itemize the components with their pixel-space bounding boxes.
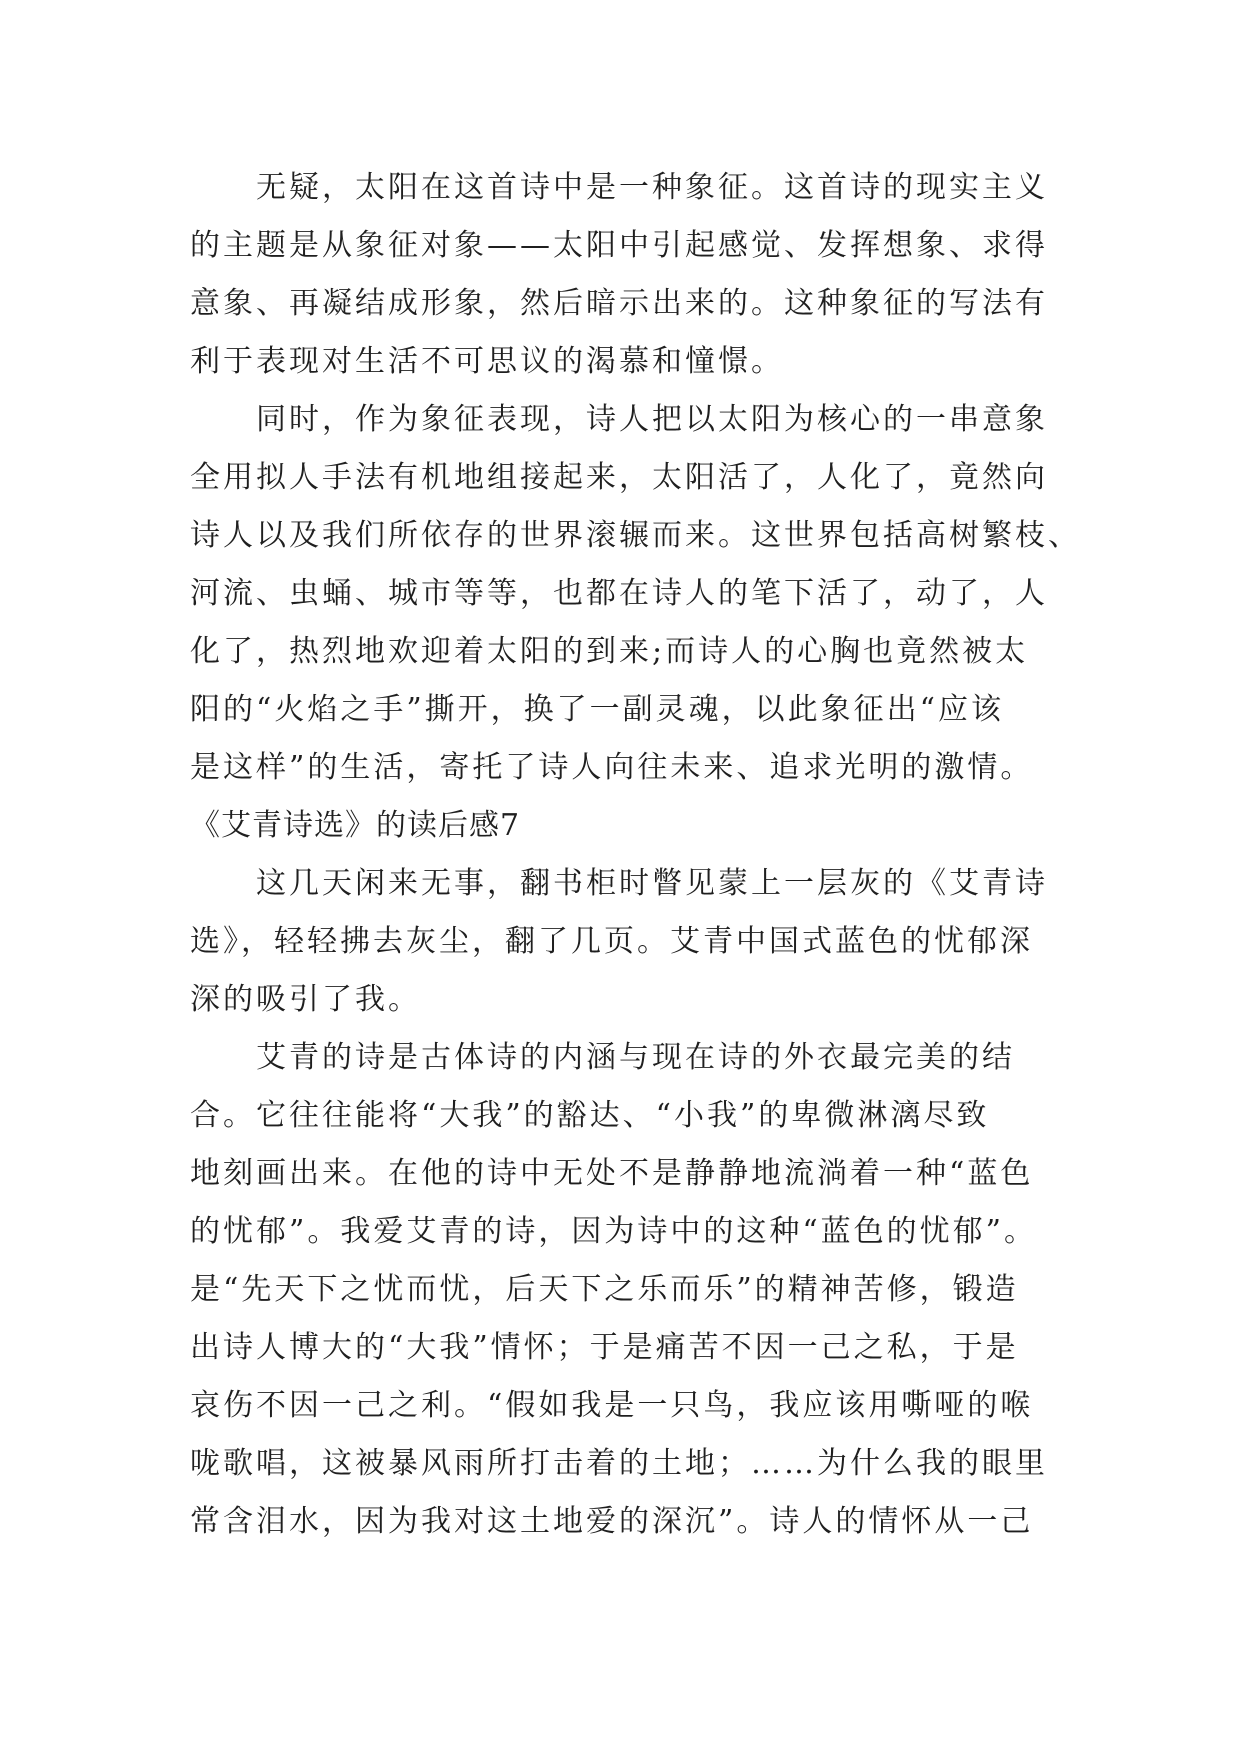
text-line: 意象、再凝结成形象，然后暗示出来的。这种象征的写法有 <box>190 286 1048 321</box>
text-line: 无疑，太阳在这首诗中是一种象征。这首诗的现实主义 <box>256 170 1048 205</box>
section-heading: 《艾青诗选》的读后感7 <box>190 808 521 843</box>
text-line: 选》，轻轻拂去灰尘，翻了几页。艾青中国式蓝色的忧郁深 <box>190 924 1033 959</box>
text-line: 合。它往往能将“大我”的豁达、“小我”的卑微淋漓尽致 <box>190 1098 990 1133</box>
text-line: 是这样”的生活，寄托了诗人向往未来、追求光明的激情。 <box>190 750 1034 785</box>
document-body <box>190 159 1081 1551</box>
text-line: 河流、虫蛹、城市等等，也都在诗人的笔下活了，动了，人 <box>190 576 1048 611</box>
text-line: 深的吸引了我。 <box>190 982 421 1017</box>
text-line: 这几天闲来无事，翻书柜时瞥见蒙上一层灰的《艾青诗 <box>256 866 1048 901</box>
text-line: 出诗人博大的“大我”情怀；于是痛苦不因一己之私，于是 <box>190 1330 1019 1365</box>
text-line: 的忧郁”。我爱艾青的诗，因为诗中的这种“蓝色的忧郁”。 <box>190 1214 1038 1249</box>
text-line: 诗人以及我们所依存的世界滚辗而来。这世界包括高树繁枝、 <box>190 518 1081 553</box>
text-line: 哀伤不因一己之利。“假如我是一只鸟，我应该用嘶哑的喉 <box>190 1388 1034 1423</box>
text-line: 是“先天下之忧而忧，后天下之乐而乐”的精神苦修，锻造 <box>190 1272 1019 1307</box>
text-line: 常含泪水，因为我对这土地爱的深沉”。诗人的情怀从一己 <box>190 1504 1034 1539</box>
text-line: 全用拟人手法有机地组接起来，太阳活了，人化了，竟然向 <box>190 460 1048 495</box>
text-line: 咙歌唱，这被暴风雨所打击着的土地；……为什么我的眼里 <box>190 1446 1048 1481</box>
text-line: 艾青的诗是古体诗的内涵与现在诗的外衣最完美的结 <box>256 1040 1015 1075</box>
text-line: 利于表现对生活不可思议的渴慕和憧憬。 <box>190 344 784 379</box>
text-line: 同时，作为象征表现，诗人把以太阳为核心的一串意象 <box>256 402 1048 437</box>
text-line: 化了，热烈地欢迎着太阳的到来;而诗人的心胸也竟然被太 <box>190 634 1029 669</box>
text-line: 阳的“火焰之手”撕开，换了一副灵魂，以此象征出“应该 <box>190 692 1005 727</box>
text-line: 的主题是从象征对象——太阳中引起感觉、发挥想象、求得 <box>190 228 1048 263</box>
text-line: 地刻画出来。在他的诗中无处不是静静地流淌着一种“蓝色 <box>190 1156 1034 1191</box>
